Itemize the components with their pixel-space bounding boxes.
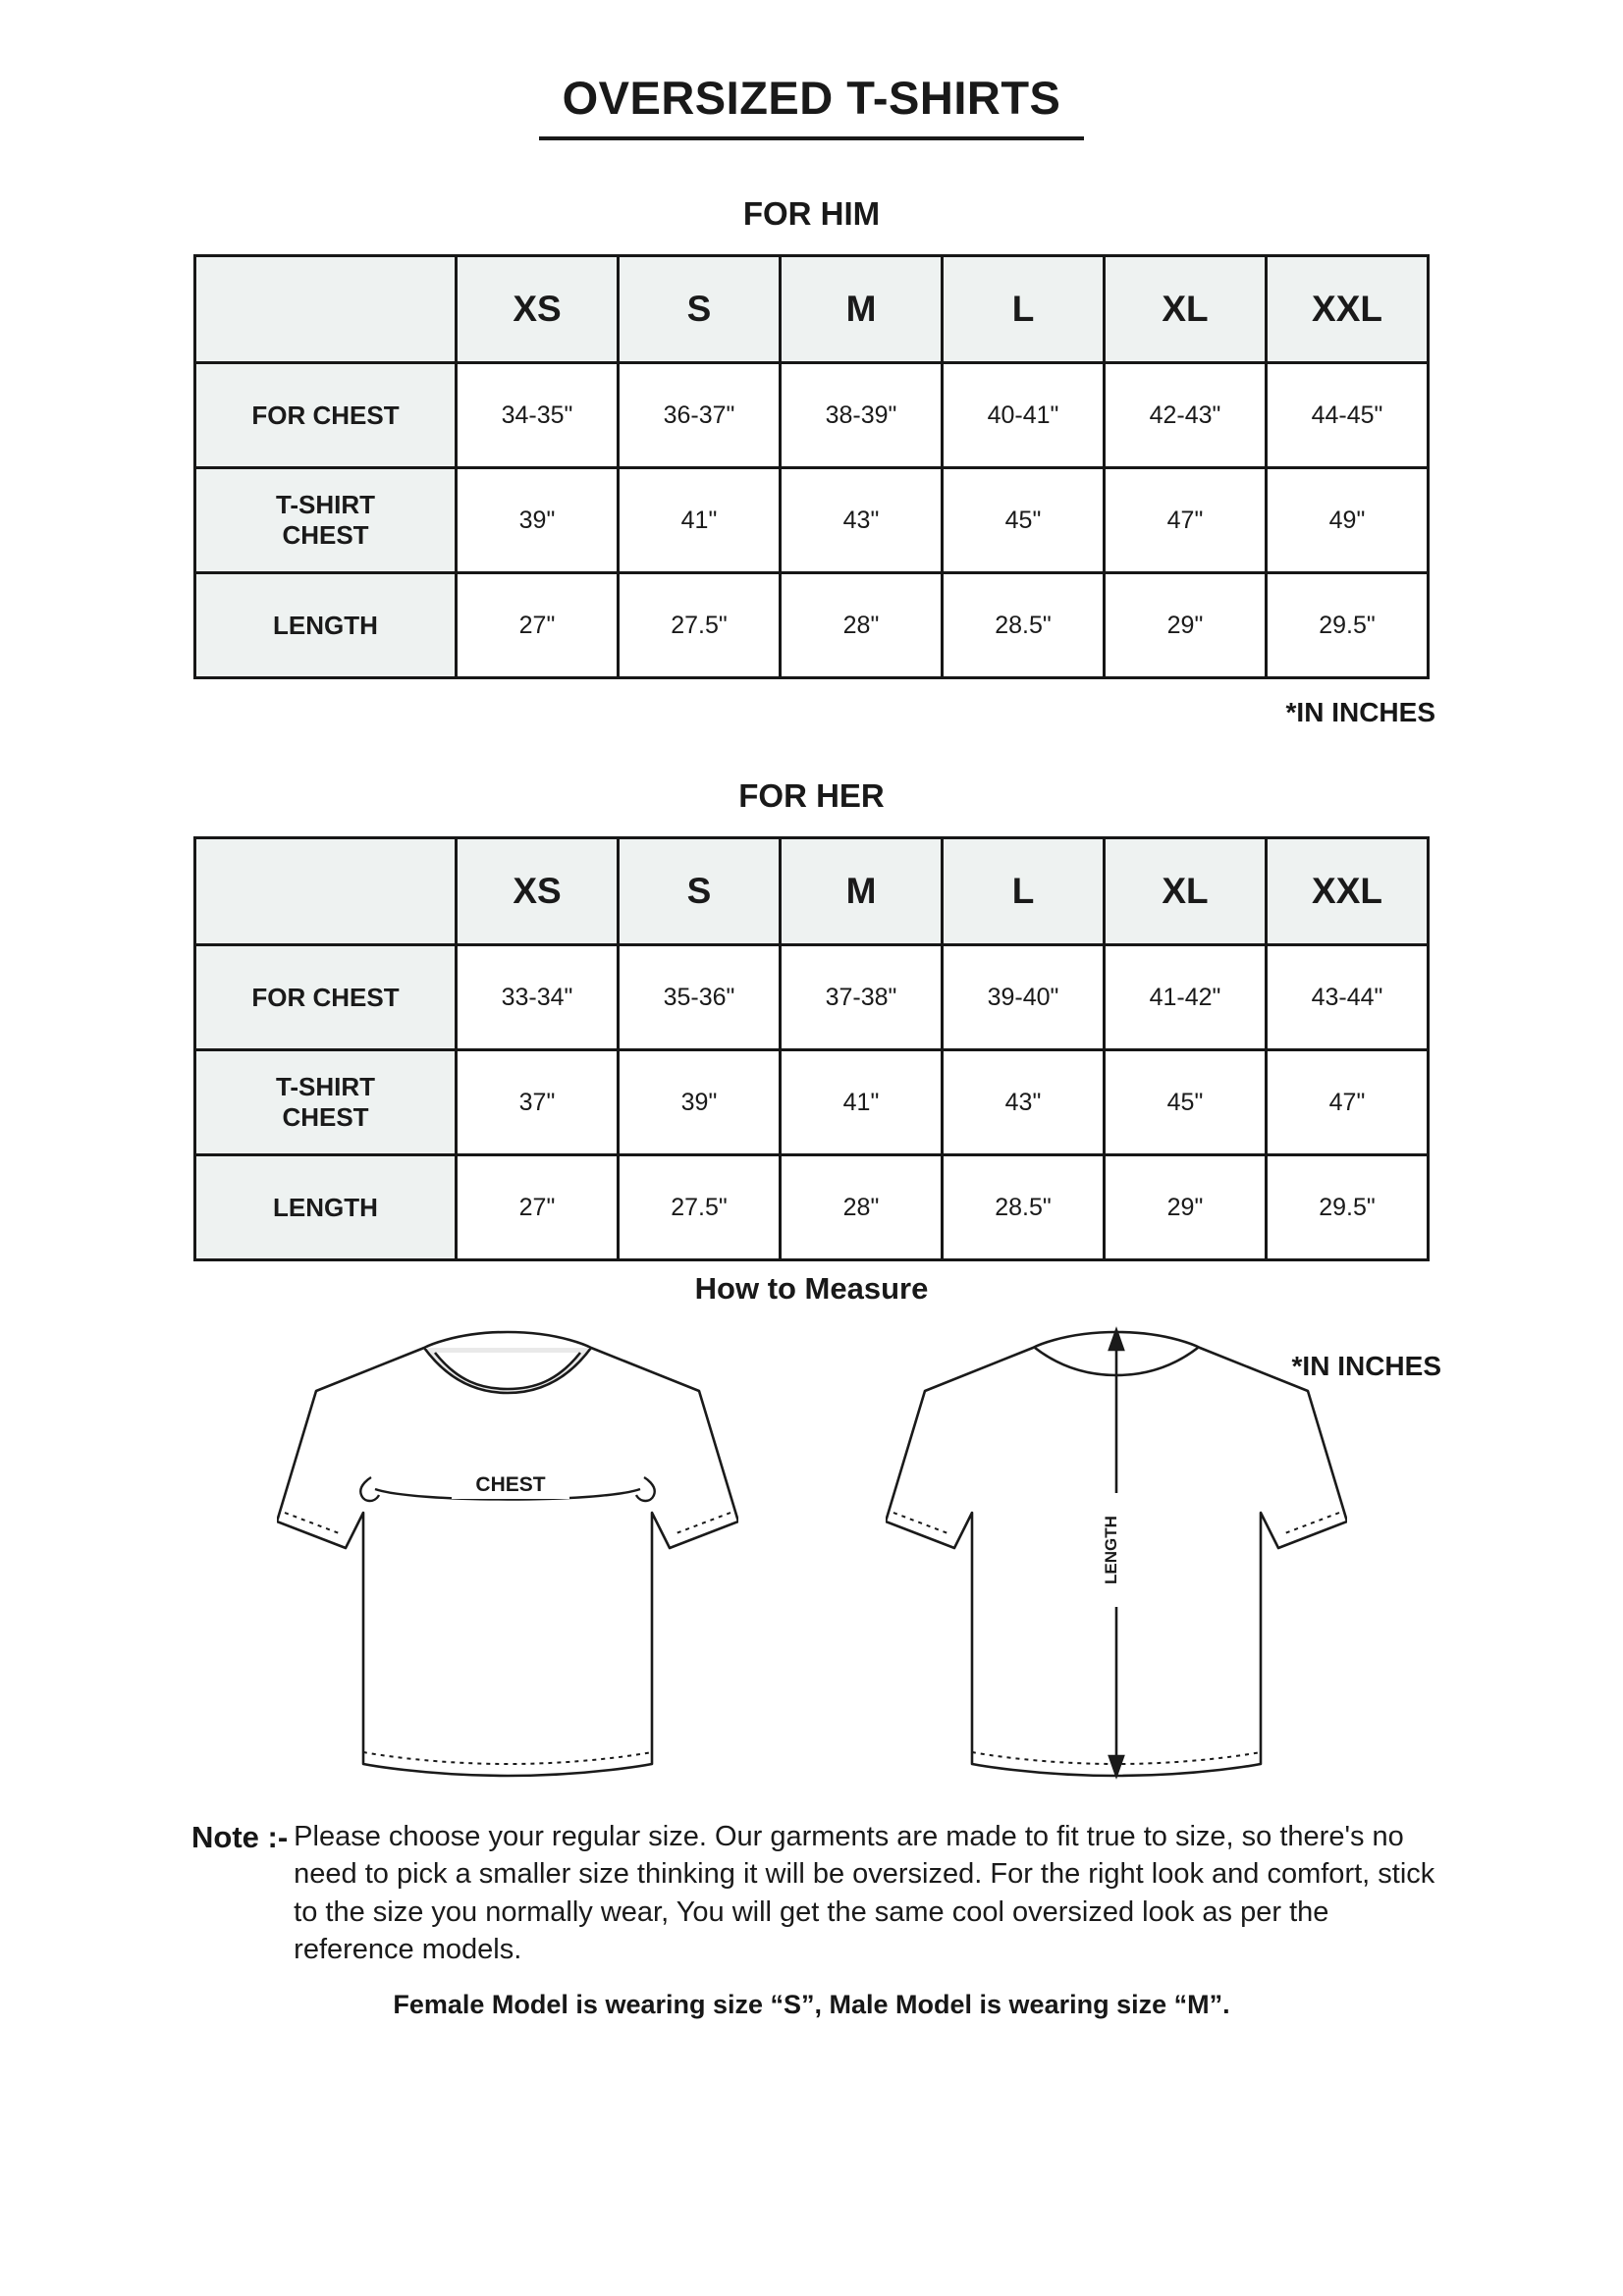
cell-tshirt-chest-s: 39" (619, 1050, 781, 1155)
cell-length-m: 28" (781, 1155, 943, 1260)
length-measure-label: LENGTH (1101, 1516, 1120, 1584)
size-table-him (193, 254, 1430, 679)
column-header-xxl: XXL (1267, 256, 1429, 363)
row-label-tshirt-chest (195, 1050, 457, 1155)
table-header-row (195, 838, 1429, 945)
table-corner-cell (195, 838, 457, 945)
footnote-inches-him: *IN INCHES (1285, 697, 1435, 727)
cell-for-chest-xxl: 43-44" (1267, 945, 1429, 1050)
page-title: OVERSIZED T-SHIRTS (562, 72, 1061, 124)
row-label-line-1: T-SHIRT (275, 490, 376, 520)
cell-length-xs: 27" (457, 1155, 619, 1260)
column-header-m: M (781, 256, 943, 363)
table-row (195, 363, 1429, 468)
cell-tshirt-chest-xxl: 49" (1267, 468, 1429, 573)
column-header-s: S (619, 256, 781, 363)
row-label-line-2: CHEST (282, 520, 369, 550)
cell-for-chest-xxl: 44-45" (1267, 363, 1429, 468)
tshirt-front-diagram (277, 1320, 738, 1796)
cell-length-xl: 29" (1105, 1155, 1267, 1260)
cell-tshirt-chest-m: 43" (781, 468, 943, 573)
column-header-m: M (781, 838, 943, 945)
cell-for-chest-s: 36-37" (619, 363, 781, 468)
cell-for-chest-s: 35-36" (619, 945, 781, 1050)
cell-length-s: 27.5" (619, 573, 781, 678)
note-text: Please choose your regular size. Our garments are made to fit true to size, so there's no need to pick a smaller size thinking it will be oversized. For the right look and comfort, stick to the size you normally wear, You will get the same cool oversized look as per the reference models. (294, 1821, 1435, 1965)
section-heading-him: FOR HIM (742, 195, 881, 232)
cell-for-chest-l: 40-41" (943, 363, 1105, 468)
footnote-inches-her: *IN INCHES (1291, 1351, 1441, 1381)
cell-tshirt-chest-xl: 45" (1105, 1050, 1267, 1155)
table-header-him (195, 256, 1429, 363)
column-header-xl: XL (1105, 838, 1267, 945)
table-body-him (195, 363, 1429, 678)
row-label-length: LENGTH (195, 1155, 457, 1260)
note-label: Note :- (191, 1820, 289, 1854)
note-block (182, 1818, 1441, 1968)
cell-length-xs: 27" (457, 573, 619, 678)
tshirt-back-diagram (886, 1320, 1347, 1796)
title-underline (539, 136, 1084, 140)
how-to-measure-heading: How to Measure (694, 1271, 929, 1306)
row-label-line-2: CHEST (282, 1102, 369, 1132)
table-row (195, 468, 1429, 573)
column-header-l: L (943, 838, 1105, 945)
cell-length-xxl: 29.5" (1267, 1155, 1429, 1260)
cell-length-s: 27.5" (619, 1155, 781, 1260)
table-row (195, 1155, 1429, 1260)
table-row (195, 1050, 1429, 1155)
cell-length-l: 28.5" (943, 1155, 1105, 1260)
row-label-for-chest: FOR CHEST (195, 945, 457, 1050)
cell-for-chest-m: 38-39" (781, 363, 943, 468)
cell-length-xxl: 29.5" (1267, 573, 1429, 678)
cell-tshirt-chest-l: 45" (943, 468, 1105, 573)
column-header-s: S (619, 838, 781, 945)
table-header-row (195, 256, 1429, 363)
cell-for-chest-m: 37-38" (781, 945, 943, 1050)
row-label-tshirt-chest (195, 468, 457, 573)
column-header-xl: XL (1105, 256, 1267, 363)
cell-for-chest-xs: 33-34" (457, 945, 619, 1050)
table-row (195, 945, 1429, 1050)
column-header-l: L (943, 256, 1105, 363)
cell-length-m: 28" (781, 573, 943, 678)
column-header-xs: XS (457, 838, 619, 945)
cell-tshirt-chest-m: 41" (781, 1050, 943, 1155)
tshirt-front-icon (277, 1320, 738, 1791)
cell-for-chest-xl: 42-43" (1105, 363, 1267, 468)
model-note: Female Model is wearing size “S”, Male Model is wearing size “M”. (393, 1990, 1230, 2020)
table-header-her (195, 838, 1429, 945)
cell-for-chest-l: 39-40" (943, 945, 1105, 1050)
section-heading-her: FOR HER (738, 777, 885, 814)
how-to-measure-diagrams (182, 1320, 1441, 1796)
size-table-her (193, 836, 1430, 1261)
row-label-line-1: T-SHIRT (275, 1072, 376, 1102)
cell-tshirt-chest-xl: 47" (1105, 468, 1267, 573)
cell-length-xl: 29" (1105, 573, 1267, 678)
cell-tshirt-chest-xs: 37" (457, 1050, 619, 1155)
table-row (195, 573, 1429, 678)
cell-tshirt-chest-xs: 39" (457, 468, 619, 573)
cell-tshirt-chest-xxl: 47" (1267, 1050, 1429, 1155)
cell-tshirt-chest-l: 43" (943, 1050, 1105, 1155)
cell-length-l: 28.5" (943, 573, 1105, 678)
table-body-her (195, 945, 1429, 1260)
cell-for-chest-xs: 34-35" (457, 363, 619, 468)
cell-for-chest-xl: 41-42" (1105, 945, 1267, 1050)
row-label-length: LENGTH (195, 573, 457, 678)
row-label-for-chest: FOR CHEST (195, 363, 457, 468)
column-header-xs: XS (457, 256, 619, 363)
page-title-wrap (182, 0, 1441, 140)
cell-tshirt-chest-s: 41" (619, 468, 781, 573)
table-corner-cell (195, 256, 457, 363)
column-header-xxl: XXL (1267, 838, 1429, 945)
tshirt-back-icon (886, 1320, 1347, 1791)
chest-measure-label: CHEST (474, 1473, 546, 1496)
